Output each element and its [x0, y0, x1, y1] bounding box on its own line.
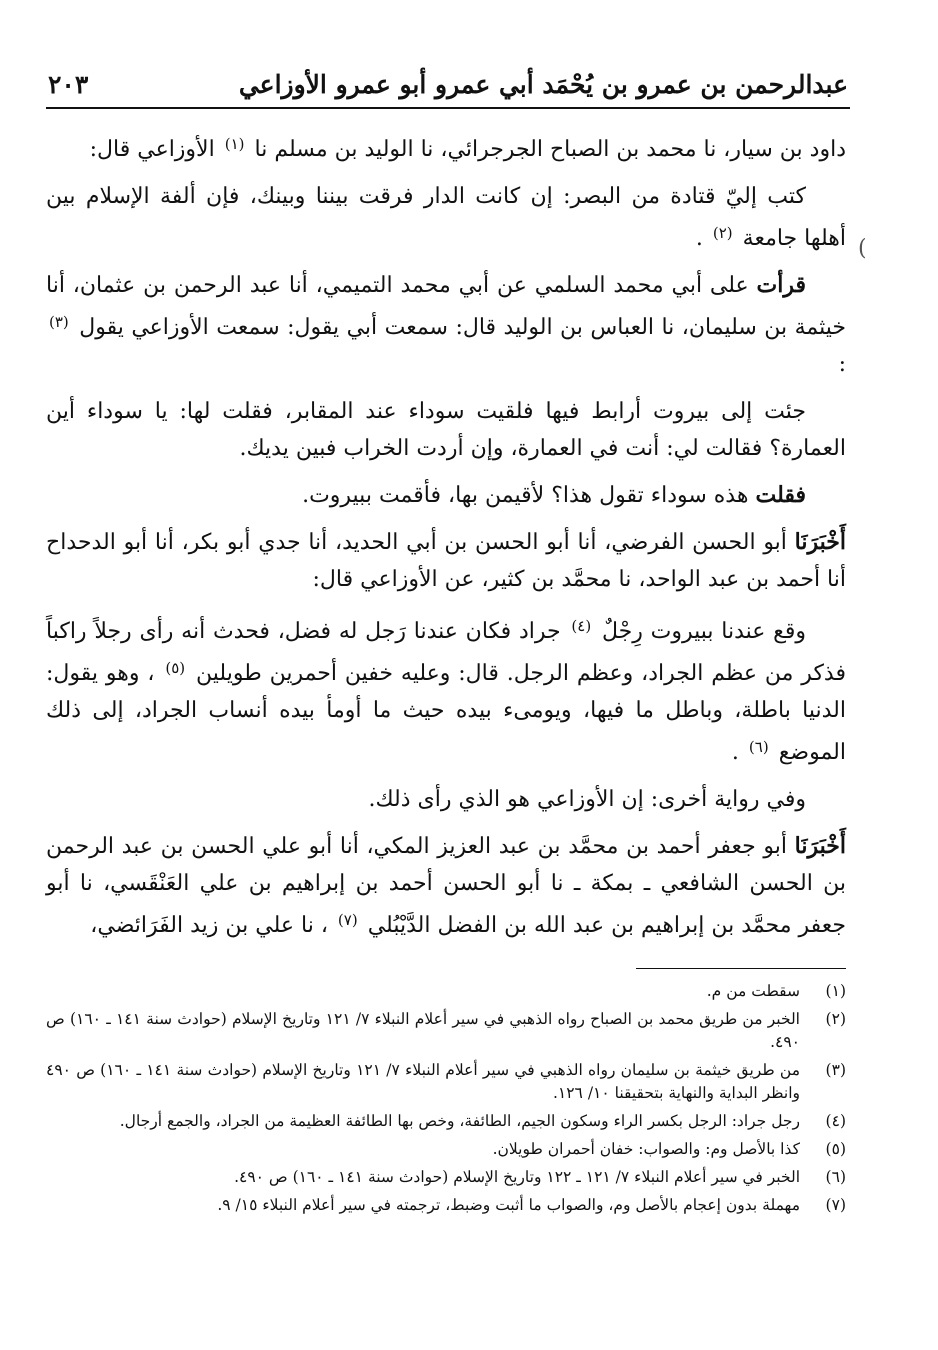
paragraph-3 [46, 267, 846, 383]
footnote-4 [46, 1110, 846, 1133]
footnote-number: (٤) [825, 1112, 846, 1130]
paragraph-text: على أبي محمد السلمي عن أبي محمد التميمي، أنا عبد الرحمن بن عثمان، أنا خيثمة بن سليمان، نا العباس بن الوليد قال: سمعت أبي يقول: سمعت الأوزاعي يقول [46, 273, 846, 340]
footnotes [46, 980, 846, 1222]
header-rule [46, 107, 850, 109]
footnote-1 [46, 980, 846, 1003]
footnote-separator [636, 968, 846, 969]
footnote-text: كذا بالأصل وم: والصواب: خفان أحمران طويلان. [492, 1140, 800, 1158]
footnote-text: الخبر في سير أعلام النبلاء ٧/ ١٢١ ـ ١٢٢ وتاريخ الإسلام (حوادث سنة ١٤١ ـ ١٦٠) ص ٤٩٠. [234, 1168, 800, 1186]
paragraph-text: داود بن سيار، نا محمد بن الصباح الجرجرائي، نا الوليد بن مسلم نا [254, 137, 846, 162]
running-title: عبدالرحمن بن عمرو بن يُحْمَد أبي عمرو أبو عمرو الأوزاعي [238, 69, 848, 99]
paragraph-text: أبو الحسن الفرضي، أنا أبو الحسن بن أبي الحديد، أنا جدي أبو بكر، أنا أبو الدحداح أنا أحمد بن عبد الواحد، نا محمَّد بن كثير، عن الأوزاعي قال: [46, 530, 846, 592]
paragraph-4 [46, 393, 846, 467]
footnote-ref[interactable]: (٣) [49, 313, 69, 331]
footnote-5 [46, 1138, 846, 1161]
footnote-number: (٥) [825, 1140, 846, 1158]
paragraph-text: ، وهو يقول: الدنيا باطلة، وباطل ما فيها، ويومىء بيده حيث ما أومأ بيده أنساب الجراد، إلى ذلك الموضع [46, 661, 846, 765]
paragraph-9 [46, 828, 846, 944]
footnote-ref[interactable]: (١) [224, 135, 245, 153]
paragraph-text: وفي رواية أخرى: إن الأوزاعي هو الذي رأى ذلك. [368, 787, 806, 812]
paragraph-text: جراد فكان عندنا رَجل له فضل، فحدث أنه رأى رجلاً راكباً فذكر من عظم الجراد، وعظم الرجل. قال: وعليه خفين أحمرين طويلين [46, 619, 846, 686]
paragraph-1 [46, 126, 846, 168]
footnote-ref[interactable]: (٥) [165, 659, 186, 677]
paragraph-6 [46, 524, 846, 598]
footnote-number: (٣) [825, 1061, 846, 1079]
lead-word: قرأت [756, 272, 806, 298]
paragraph-5 [46, 477, 846, 514]
lead-word: أَخْبَرَنَا [794, 833, 846, 859]
footnote-ref[interactable]: (٧) [337, 911, 358, 929]
footnote-number: (٧) [825, 1196, 846, 1214]
footnote-text: الخبر من طريق محمد بن الصباح رواه الذهبي في سير أعلام النبلاء ٧/ ١٢١ وتاريخ الإسلام (حوادث سنة ١٤١ ـ ١٦٠) ص ٤٩٠. [46, 1010, 800, 1051]
paragraph-7 [46, 608, 846, 771]
paragraph-text: : [838, 352, 846, 377]
paragraph-text: هذه سوداء تقول هذا؟ لأقيمن بها، فأقمت ببيروت. [302, 483, 749, 508]
page-header [48, 62, 848, 106]
paragraph-text: . [695, 226, 703, 251]
footnote-2 [46, 1008, 846, 1054]
paragraph-text: كتب إليّ قتادة من البصر: إن كانت الدار فرقت بيننا وبينك، فإن ألفة الإسلام بين أهلها جامعة [46, 184, 846, 251]
paragraph-2 [46, 178, 846, 257]
paragraph-8 [46, 781, 846, 818]
footnote-3 [46, 1059, 846, 1105]
footnote-ref[interactable]: (٢) [712, 224, 733, 242]
footnote-7 [46, 1194, 846, 1217]
lead-word: فقلت [755, 482, 806, 508]
paragraph-text: وقع عندنا ببيروت رِجْلٌ [601, 619, 807, 644]
footnote-text: من طريق خيثمة بن سليمان رواه الذهبي في سير أعلام النبلاء ٧/ ١٢١ وتاريخ الإسلام (حوادث سنة ١٤١ ـ ١٦٠) ص ٤٩٠ وانظر البداية والنهاية بتحقيقنا ١٠/ ١٢٦. [46, 1061, 800, 1102]
lead-word: أَخْبَرَنَا [794, 529, 846, 555]
paragraph-text: جئت إلى بيروت أرابط فيها فلقيت سوداء عند المقابر، فقلت لها: يا سوداء أين العمارة؟ فقالت لي: أنت في العمارة، وإن أردت الخراب فبين يديك. [46, 399, 846, 461]
paragraph-text: . [731, 740, 739, 765]
footnote-6 [46, 1166, 846, 1189]
footnote-number: (١) [825, 982, 846, 1000]
margin-mark: ( [858, 236, 867, 261]
footnote-text: سقطت من م. [706, 982, 800, 1000]
footnote-text: مهملة بدون إعجام بالأصل وم، والصواب ما أثبت وضبط، ترجمته في سير أعلام النبلاء ١٥/ ٩. [217, 1196, 800, 1214]
footnote-ref[interactable]: (٤) [571, 617, 592, 635]
footnote-ref[interactable]: (٦) [748, 738, 769, 756]
page-number: ٢٠٣ [48, 69, 89, 99]
footnote-number: (٦) [825, 1168, 846, 1186]
main-text [46, 126, 846, 954]
paragraph-text: ، نا علي بن زيد الفَرَائضي، [90, 913, 328, 938]
paragraph-text: أبو جعفر أحمد بن محمَّد بن عبد العزيز المكي، أنا أبو علي الحسن بن عبد الرحمن بن الحسن الشافعي ـ بمكة ـ نا أبو الحسن أحمد بن إبراهيم بن علي العَنْقَسي، نا أبو جعفر محمَّد بن إبراهيم بن عبد الله بن الفضل الدَّيْبُلي [46, 834, 846, 938]
footnote-text: رجل جراد: الرجل بكسر الراء وسكون الجيم، الطائفة، وخص بها الطائفة العظيمة من الجراد، والجمع أرجال. [119, 1112, 800, 1130]
footnote-number: (٢) [825, 1010, 846, 1028]
paragraph-text: الأوزاعي قال: [89, 137, 215, 162]
